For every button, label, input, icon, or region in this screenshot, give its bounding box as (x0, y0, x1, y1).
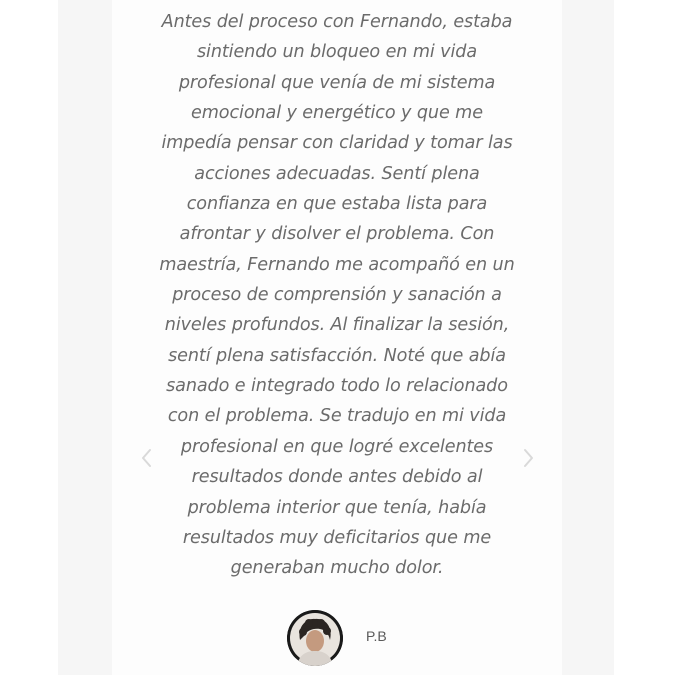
testimonial-line: emocional y energético y que me (191, 103, 483, 124)
author-avatar (287, 610, 343, 666)
testimonial-line: generaban mucho dolor. (230, 558, 444, 579)
testimonial-line: afrontar y disolver el problema. Con (179, 224, 495, 245)
chevron-right-icon (521, 448, 535, 468)
carousel-next-button[interactable] (521, 448, 535, 468)
testimonial-line: problema interior que tenía, había (187, 497, 487, 518)
testimonial-line: proceso de comprensión y sanación a (172, 285, 502, 306)
testimonial-line: impedía pensar con claridad y tomar las (161, 133, 513, 154)
chevron-left-icon (140, 448, 154, 468)
testimonial-line: profesional que venía de mi sistema (178, 72, 496, 93)
author-name: P.B (366, 628, 387, 644)
testimonial-line: acciones adecuadas. Sentí plena (194, 163, 480, 184)
testimonial-line: con el problema. Se tradujo en mi vida (167, 406, 507, 427)
testimonial-line: resultados muy deficitarios que me (182, 527, 492, 548)
author-photo (287, 610, 343, 666)
testimonial-line: Antes del proceso con Fernando, estaba (161, 12, 513, 32)
testimonial-line: confianza en que estaba lista para (186, 194, 488, 215)
testimonial-line: profesional en que logré excelentes (180, 436, 494, 457)
testimonial-line: sanado e integrado todo lo relacionado (166, 376, 508, 397)
testimonial-line: sintiendo un bloqueo en mi vida (196, 42, 478, 63)
testimonial-line: niveles profundos. Al finalizar la sesión, (164, 315, 510, 336)
testimonial-line: sentí plena satisfacción. Noté que abía (168, 345, 506, 366)
testimonial-text (140, 7, 534, 584)
testimonial-line: maestría, Fernando me acompañó en un (159, 254, 515, 275)
testimonial-line: resultados donde antes debido al (191, 467, 483, 488)
carousel-prev-button[interactable] (140, 448, 154, 468)
